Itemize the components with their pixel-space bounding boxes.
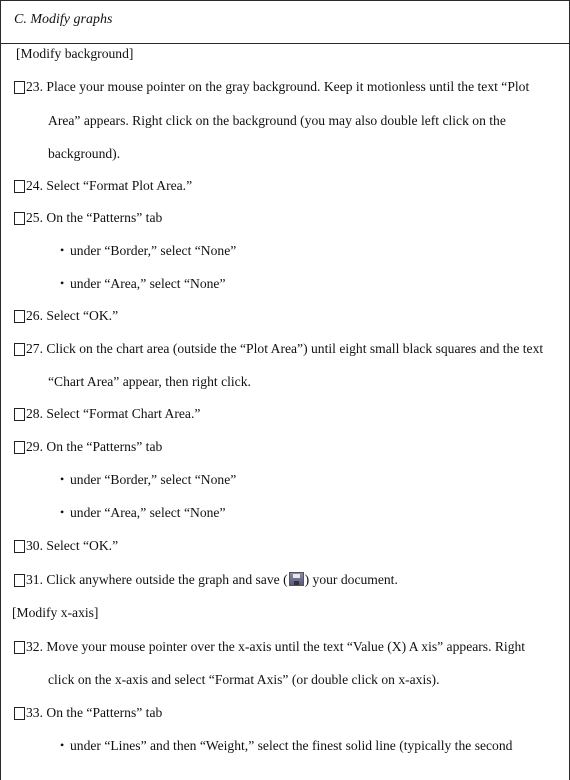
section-title: C. Modify graphs [14, 12, 113, 27]
step-25-text: 25. On the “Patterns” tab [26, 210, 163, 225]
step-26-checkbox[interactable] [14, 310, 25, 323]
step-31-text-after: ) your document. [304, 572, 398, 587]
section-header [1, 1, 569, 44]
step-30-checkbox[interactable] [14, 540, 25, 553]
step-27-line-2: “Chart Area” appear, then right click. [48, 374, 251, 389]
step-23-line-2: Area” appears. Right click on the background (you may also double left click on the [48, 113, 506, 128]
step-26-text: 26. Select “OK.” [26, 308, 119, 323]
step-33-text: 33. On the “Patterns” tab [26, 705, 163, 720]
step-25-bullet-border: under “Border,” select “None” [70, 243, 237, 258]
subheading-modify-x-axis: [Modify x-axis] [12, 605, 99, 620]
step-33-checkbox[interactable] [14, 707, 25, 720]
save-icon [289, 572, 304, 586]
step-29-bullet-area: under “Area,” select “None” [70, 505, 226, 520]
step-25-checkbox[interactable] [14, 212, 25, 225]
step-32-line-2: click on the x-axis and select “Format Axis” (or double click on x-axis). [48, 672, 440, 687]
step-29-text: 29. On the “Patterns” tab [26, 439, 163, 454]
bullet-icon: • [60, 276, 65, 290]
bullet-icon: • [60, 243, 65, 257]
step-23-checkbox[interactable] [14, 81, 25, 94]
step-29-bullet-border: under “Border,” select “None” [70, 472, 237, 487]
step-24-checkbox[interactable] [14, 180, 25, 193]
step-31-text-before: 31. Click anywhere outside the graph and save ( [26, 572, 288, 587]
bullet-icon: • [60, 472, 65, 486]
step-28-text: 28. Select “Format Chart Area.” [26, 406, 201, 421]
step-30-text: 30. Select “OK.” [26, 538, 119, 553]
step-31-text [26, 572, 398, 588]
step-25-bullet-area: under “Area,” select “None” [70, 276, 226, 291]
bullet-icon: • [60, 505, 65, 519]
step-32-line-1: 32. Move your mouse pointer over the x-axis until the text “Value (X) A xis” appears. Right [26, 639, 526, 654]
step-31-checkbox[interactable] [14, 574, 25, 587]
step-28-checkbox[interactable] [14, 408, 25, 421]
step-23-line-1: 23. Place your mouse pointer on the gray background. Keep it motionless until the text “Plot [26, 79, 530, 94]
subheading-modify-background: [Modify background] [16, 46, 134, 61]
step-27-checkbox[interactable] [14, 343, 25, 356]
bullet-icon: • [60, 738, 65, 752]
step-24-text: 24. Select “Format Plot Area.” [26, 178, 193, 193]
step-29-checkbox[interactable] [14, 441, 25, 454]
step-27-line-1: 27. Click on the chart area (outside the “Plot Area”) until eight small black squares and the text [26, 341, 544, 356]
step-23-line-3: background). [48, 146, 121, 161]
step-33-bullet-lines: under “Lines” and then “Weight,” select the finest solid line (typically the second [70, 738, 513, 753]
step-32-checkbox[interactable] [14, 641, 25, 654]
